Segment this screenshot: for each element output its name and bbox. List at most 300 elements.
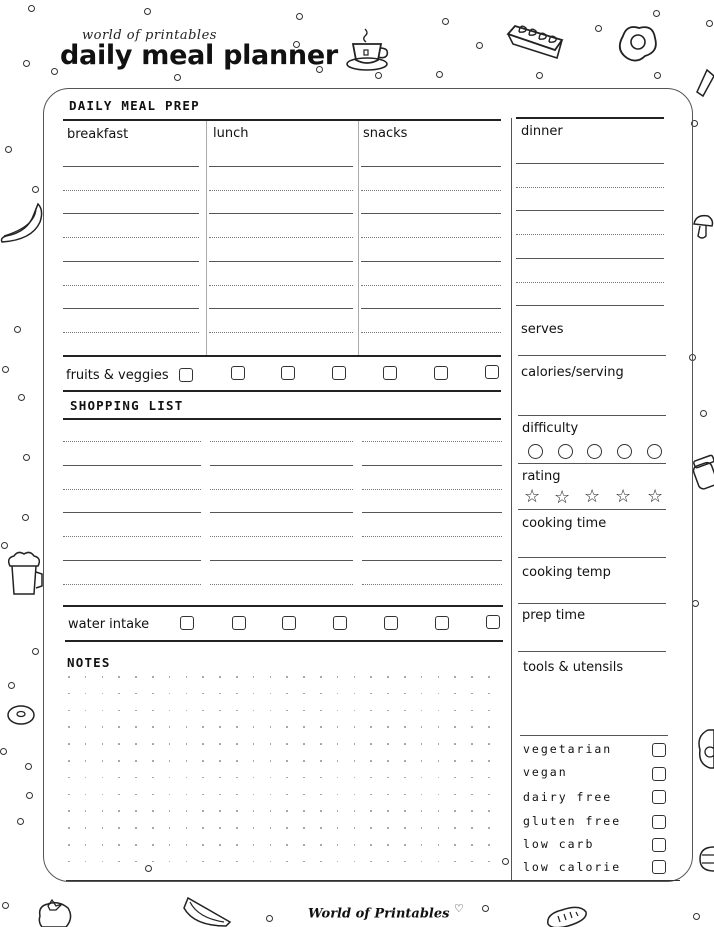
grid-dot [404, 810, 406, 812]
grid-dot [202, 743, 204, 745]
grid-dot [303, 676, 305, 678]
grid-dot [421, 794, 423, 796]
grid-dot [219, 693, 221, 695]
dietary-label-low-calorie: low calorie [523, 860, 622, 874]
dietary-label-vegetarian: vegetarian [523, 742, 613, 756]
divider [63, 418, 501, 420]
fruits-veggies-checkbox[interactable] [231, 366, 245, 380]
grid-dot [320, 693, 322, 695]
calories-line[interactable] [518, 415, 666, 416]
grid-dot [102, 844, 104, 846]
grid-dot [68, 827, 70, 829]
tomato-icon [34, 898, 74, 927]
grid-dot [236, 810, 238, 812]
grid-dot [320, 827, 322, 829]
column-divider [358, 121, 359, 357]
grid-dot [236, 777, 238, 779]
cooking-temp-label: cooking temp [522, 565, 611, 580]
grid-dot [68, 844, 70, 846]
grid-dot [286, 676, 288, 678]
grid-dot [320, 861, 322, 863]
grid-dot [102, 794, 104, 796]
prep-time-line[interactable] [518, 651, 666, 652]
grid-dot [438, 693, 440, 695]
grid-dot [354, 710, 356, 712]
grid-dot [102, 693, 104, 695]
grid-dot [354, 726, 356, 728]
tools-utensils-write-area[interactable] [518, 680, 666, 734]
grid-dot [337, 827, 339, 829]
water-intake-checkbox[interactable] [486, 615, 500, 629]
heart-icon: ♡ [454, 902, 464, 915]
grid-dot [253, 794, 255, 796]
grid-dot [202, 710, 204, 712]
star-icon[interactable]: ☆ [647, 486, 664, 507]
grid-dot [152, 844, 154, 846]
grid-dot [102, 810, 104, 812]
grid-dot [337, 676, 339, 678]
grid-dot [270, 827, 272, 829]
dietary-checkbox-vegetarian[interactable] [652, 743, 666, 757]
grid-dot [488, 710, 490, 712]
grid-dot [370, 743, 372, 745]
grid-dot [118, 794, 120, 796]
grid-dot [438, 710, 440, 712]
grid-dot [488, 760, 490, 762]
grid-dot [286, 810, 288, 812]
divider [65, 640, 503, 642]
grid-dot [135, 710, 137, 712]
grid-dot [421, 861, 423, 863]
grid-dot [85, 693, 87, 695]
grid-dot [404, 777, 406, 779]
grid-dot [404, 827, 406, 829]
column-label-lunch: lunch [213, 126, 249, 141]
grid-dot [471, 676, 473, 678]
tools-utensils-label: tools & utensils [523, 660, 624, 675]
grid-dot [202, 794, 204, 796]
grid-dot [135, 810, 137, 812]
grid-dot [219, 827, 221, 829]
grid-dot [471, 743, 473, 745]
fruits-veggies-checkbox[interactable] [179, 368, 193, 382]
grid-dot [303, 760, 305, 762]
difficulty-circle[interactable] [528, 444, 543, 459]
cooking-temp-line[interactable] [518, 603, 666, 604]
grid-dot [421, 760, 423, 762]
grid-dot [354, 794, 356, 796]
grid-dot [68, 693, 70, 695]
grid-dot [135, 693, 137, 695]
grid-dot [387, 844, 389, 846]
grid-dot [370, 861, 372, 863]
grid-dot [152, 760, 154, 762]
grid-dot [337, 710, 339, 712]
water-intake-checkbox[interactable] [435, 616, 449, 630]
grid-dot [169, 844, 171, 846]
notes-heading: NOTES [67, 655, 111, 670]
grid-dot [169, 676, 171, 678]
grid-dot [202, 777, 204, 779]
grid-dot [303, 794, 305, 796]
grid-dot [337, 760, 339, 762]
grid-dot [370, 760, 372, 762]
grid-dot [404, 760, 406, 762]
grid-dot [488, 726, 490, 728]
beer-mug-icon [4, 548, 44, 600]
grid-dot [354, 777, 356, 779]
grid-dot [236, 676, 238, 678]
star-icon[interactable]: ☆ [584, 486, 601, 507]
grid-dot [85, 726, 87, 728]
grid-dot [488, 743, 490, 745]
grid-dot [454, 810, 456, 812]
grid-dot [421, 693, 423, 695]
avocado-icon [696, 728, 714, 770]
grid-dot [236, 760, 238, 762]
water-intake-checkbox[interactable] [333, 616, 347, 630]
grid-dot [454, 726, 456, 728]
grid-dot [68, 676, 70, 678]
grid-dot [303, 693, 305, 695]
grid-dot [85, 777, 87, 779]
grid-dot [387, 726, 389, 728]
grid-dot [354, 676, 356, 678]
grid-dot [404, 676, 406, 678]
grid-dot [438, 844, 440, 846]
grid-dot [471, 693, 473, 695]
grid-dot [152, 810, 154, 812]
grid-dot [337, 743, 339, 745]
grid-dot [68, 743, 70, 745]
grid-dot [387, 794, 389, 796]
column-divider [206, 121, 207, 357]
grid-dot [286, 794, 288, 796]
grid-dot [102, 676, 104, 678]
divider [518, 509, 666, 510]
grid-dot [152, 710, 154, 712]
grid-dot [118, 726, 120, 728]
grid-dot [253, 827, 255, 829]
grid-dot [471, 810, 473, 812]
grid-dot [438, 827, 440, 829]
divider [516, 117, 664, 119]
grid-dot [102, 861, 104, 863]
grid-dot [404, 693, 406, 695]
grid-dot [169, 794, 171, 796]
divider [66, 880, 680, 881]
difficulty-circle[interactable] [558, 444, 573, 459]
grid-dot [471, 710, 473, 712]
grid-dot [68, 760, 70, 762]
banana-icon [0, 200, 44, 250]
divider [63, 355, 501, 357]
grid-dot [118, 710, 120, 712]
grid-dot [387, 676, 389, 678]
dietary-label-dairy-free: dairy free [523, 790, 613, 804]
right-panel-divider [511, 118, 512, 880]
grid-dot [370, 844, 372, 846]
grid-dot [286, 693, 288, 695]
divider [63, 605, 503, 607]
grid-dot [135, 861, 137, 863]
grid-dot [202, 760, 204, 762]
grid-dot [454, 693, 456, 695]
grid-dot [438, 676, 440, 678]
burger-icon [698, 845, 714, 873]
grid-dot [135, 827, 137, 829]
star-icon[interactable]: ☆ [554, 487, 571, 508]
grid-dot [404, 743, 406, 745]
grid-dot [438, 726, 440, 728]
grid-dot [370, 676, 372, 678]
grid-dot [169, 726, 171, 728]
grid-dot [354, 810, 356, 812]
grid-dot [152, 827, 154, 829]
grid-dot [202, 676, 204, 678]
grid-dot [219, 743, 221, 745]
dietary-checkbox-dairy-free[interactable] [652, 790, 666, 804]
grid-dot [186, 827, 188, 829]
grid-dot [253, 693, 255, 695]
grid-dot [102, 710, 104, 712]
fruits-veggies-checkbox[interactable] [383, 366, 397, 380]
grid-dot [270, 861, 272, 863]
grid-dot [152, 743, 154, 745]
grid-dot [421, 827, 423, 829]
grid-dot [354, 760, 356, 762]
grid-dot [354, 827, 356, 829]
grid-dot [270, 710, 272, 712]
dietary-checkbox-low-carb[interactable] [652, 838, 666, 852]
grid-dot [421, 810, 423, 812]
column-label-dinner: dinner [521, 124, 563, 139]
grid-dot [85, 861, 87, 863]
grid-dot [118, 810, 120, 812]
grid-dot [135, 794, 137, 796]
grid-dot [68, 794, 70, 796]
grid-dot [270, 726, 272, 728]
grid-dot [118, 844, 120, 846]
grid-dot [286, 827, 288, 829]
grid-dot [186, 861, 188, 863]
grid-dot [370, 726, 372, 728]
grid-dot [236, 844, 238, 846]
grid-dot [270, 676, 272, 678]
grid-dot [68, 810, 70, 812]
grid-dot [320, 810, 322, 812]
grid-dot [186, 810, 188, 812]
grid-dot [118, 693, 120, 695]
mushroom-icon [692, 212, 714, 242]
grid-dot [421, 777, 423, 779]
grid-dot [219, 794, 221, 796]
grid-dot [169, 693, 171, 695]
calories-label: calories/serving [521, 365, 624, 380]
grid-dot [438, 743, 440, 745]
jam-jar-icon [692, 454, 714, 494]
salt-shaker-icon [695, 68, 714, 100]
grid-dot [286, 844, 288, 846]
watermelon-icon [182, 896, 232, 927]
grid-dot [387, 760, 389, 762]
grid-dot [421, 726, 423, 728]
water-intake-checkbox[interactable] [384, 616, 398, 630]
grid-dot [454, 760, 456, 762]
grid-dot [253, 726, 255, 728]
difficulty-label: difficulty [522, 421, 579, 436]
grid-dot [303, 827, 305, 829]
divider [63, 119, 501, 121]
grid-dot [471, 726, 473, 728]
grid-dot [135, 844, 137, 846]
grid-dot [236, 726, 238, 728]
grid-dot [152, 693, 154, 695]
difficulty-circle[interactable] [647, 444, 662, 459]
grid-dot [438, 861, 440, 863]
grid-dot [85, 710, 87, 712]
grid-dot [370, 827, 372, 829]
grid-dot [438, 810, 440, 812]
grid-dot [202, 726, 204, 728]
grid-dot [370, 693, 372, 695]
grid-dot [488, 794, 490, 796]
cooking-time-line[interactable] [518, 557, 666, 558]
grid-dot [421, 743, 423, 745]
grid-dot [102, 777, 104, 779]
grid-dot [186, 676, 188, 678]
grid-dot [454, 827, 456, 829]
grid-dot [454, 794, 456, 796]
grid-dot [219, 726, 221, 728]
grid-dot [253, 676, 255, 678]
dietary-label-gluten-free: gluten free [523, 814, 622, 828]
grid-dot [152, 676, 154, 678]
dietary-checkbox-low-calorie[interactable] [652, 860, 666, 874]
grid-dot [270, 693, 272, 695]
grid-dot [286, 861, 288, 863]
grid-dot [370, 777, 372, 779]
grid-dot [202, 810, 204, 812]
column-label-breakfast: breakfast [67, 127, 129, 142]
grid-dot [471, 777, 473, 779]
grid-dot [488, 777, 490, 779]
cooking-time-label: cooking time [522, 516, 607, 531]
grid-dot [270, 760, 272, 762]
column-label-snacks: snacks [363, 126, 408, 141]
fruits-veggies-checkbox[interactable] [485, 365, 499, 379]
difficulty-circle[interactable] [617, 444, 632, 459]
notes-dot-grid[interactable] [66, 672, 506, 872]
grid-dot [169, 827, 171, 829]
grid-dot [219, 760, 221, 762]
shopping-list-heading: SHOPPING LIST [70, 398, 184, 413]
dietary-checkbox-vegan[interactable] [652, 767, 666, 781]
water-intake-checkbox[interactable] [180, 616, 194, 630]
grid-dot [118, 861, 120, 863]
grid-dot [253, 760, 255, 762]
grid-dot [253, 710, 255, 712]
grid-dot [404, 844, 406, 846]
star-icon[interactable]: ☆ [524, 486, 541, 507]
grid-dot [85, 760, 87, 762]
grid-dot [404, 794, 406, 796]
grid-dot [85, 743, 87, 745]
star-icon[interactable]: ☆ [615, 486, 632, 507]
grid-dot [236, 743, 238, 745]
grid-dot [320, 777, 322, 779]
grid-dot [102, 760, 104, 762]
water-intake-checkbox[interactable] [282, 616, 296, 630]
grid-dot [387, 693, 389, 695]
grid-dot [303, 861, 305, 863]
grid-dot [337, 726, 339, 728]
grid-dot [102, 827, 104, 829]
grid-dot [236, 861, 238, 863]
grid-dot [421, 844, 423, 846]
grid-dot [471, 827, 473, 829]
grid-dot [354, 693, 356, 695]
grid-dot [135, 743, 137, 745]
grid-dot [438, 777, 440, 779]
grid-dot [488, 844, 490, 846]
grid-dot [387, 827, 389, 829]
grid-dot [186, 777, 188, 779]
grid-dot [186, 726, 188, 728]
grid-dot [68, 710, 70, 712]
water-intake-checkbox[interactable] [232, 616, 246, 630]
fruits-veggies-checkbox[interactable] [332, 366, 346, 380]
dietary-checkbox-gluten-free[interactable] [652, 815, 666, 829]
grid-dot [68, 777, 70, 779]
grid-dot [286, 743, 288, 745]
grid-dot [202, 844, 204, 846]
grid-dot [118, 760, 120, 762]
grid-dot [387, 777, 389, 779]
difficulty-circle[interactable] [587, 444, 602, 459]
grid-dot [454, 861, 456, 863]
grid-dot [404, 861, 406, 863]
grid-dot [387, 810, 389, 812]
grid-dot [370, 794, 372, 796]
grid-dot [303, 777, 305, 779]
egg-carton-icon [505, 18, 567, 60]
serves-line[interactable] [518, 355, 666, 356]
footer-brand [308, 902, 464, 921]
grid-dot [236, 827, 238, 829]
grid-dot [219, 777, 221, 779]
grid-dot [387, 861, 389, 863]
grid-dot [135, 726, 137, 728]
fruits-veggies-checkbox[interactable] [281, 366, 295, 380]
grid-dot [118, 777, 120, 779]
grid-dot [354, 844, 356, 846]
grid-dot [253, 844, 255, 846]
grid-dot [337, 810, 339, 812]
grid-dot [454, 743, 456, 745]
grid-dot [85, 794, 87, 796]
grid-dot [454, 710, 456, 712]
grid-dot [186, 693, 188, 695]
grid-dot [404, 710, 406, 712]
grid-dot [118, 827, 120, 829]
grid-dot [85, 676, 87, 678]
fruits-veggies-checkbox[interactable] [434, 366, 448, 380]
donut-icon [6, 704, 36, 726]
grid-dot [236, 794, 238, 796]
grid-dot [202, 827, 204, 829]
divider [63, 390, 501, 392]
